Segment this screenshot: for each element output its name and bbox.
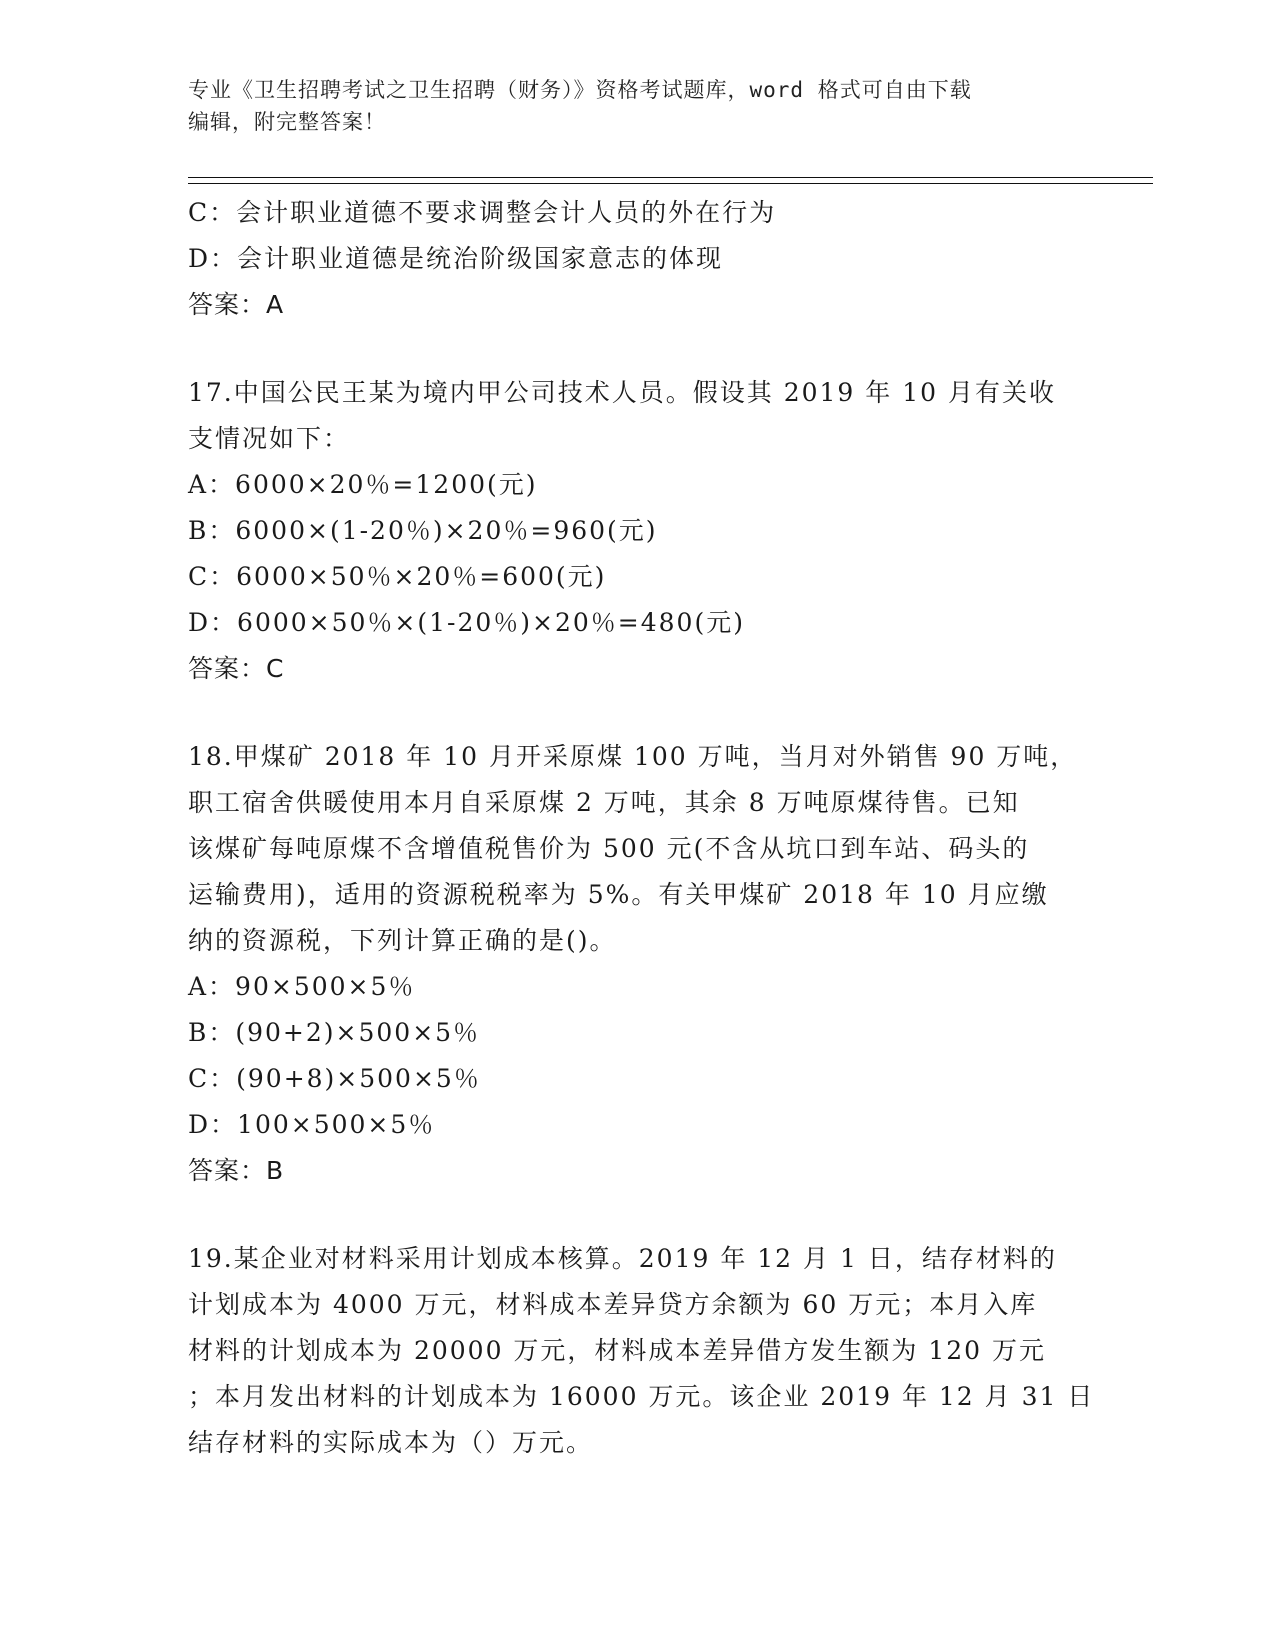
answer-line: 答案：A: [188, 290, 285, 319]
question-stem-line: 运输费用)，适用的资源税税率为 5%。有关甲煤矿 2018 年 10 月应缴: [188, 880, 1049, 909]
question-stem-line: 支情况如下：: [188, 424, 351, 453]
option-c: C：6000×50％×20％=600(元): [188, 562, 607, 591]
question-stem-line: 材料的计划成本为 20000 万元，材料成本差异借方发生额为 120 万元: [188, 1336, 1047, 1365]
option-c: C：会计职业道德不要求调整会计人员的外在行为: [188, 198, 777, 227]
question-stem-line: 17.中国公民王某为境内甲公司技术人员。假设其 2019 年 10 月有关收: [188, 378, 1056, 407]
question-17: [188, 370, 1088, 692]
question-16-tail: [188, 190, 1088, 328]
option-d: D：会计职业道德是统治阶级国家意志的体现: [188, 244, 724, 273]
question-stem-line: 18.甲煤矿 2018 年 10 月开采原煤 100 万吨，当月对外销售 90 万吨，: [188, 742, 1078, 771]
option-c: C：(90+8)×500×5％: [188, 1064, 481, 1093]
option-d: D：100×500×5％: [188, 1110, 436, 1139]
question-stem-line: 计划成本为 4000 万元，材料成本差异贷方余额为 60 万元；本月入库: [188, 1290, 1038, 1319]
question-stem-line: 结存材料的实际成本为（）万元。: [188, 1428, 594, 1457]
spacer: [188, 692, 1088, 734]
option-b: B：(90+2)×500×5％: [188, 1018, 481, 1047]
answer-line: 答案：B: [188, 1156, 285, 1185]
question-19: [188, 1236, 1095, 1466]
page-header: [188, 74, 1088, 138]
question-stem-line: 纳的资源税，下列计算正确的是()。: [188, 926, 617, 955]
option-a: A：90×500×5％: [188, 972, 416, 1001]
answer-line: 答案：C: [188, 654, 285, 683]
option-a: A：6000×20％=1200(元): [188, 470, 538, 499]
question-content: [188, 190, 1095, 1466]
question-stem-line: ；本月发出材料的计划成本为 16000 万元。该企业 2019 年 12 月 31 日: [188, 1382, 1095, 1411]
option-b: B：6000×(1-20％)×20％=960(元): [188, 516, 658, 545]
spacer: [188, 328, 1088, 370]
option-d: D：6000×50％×(1-20％)×20％=480(元): [188, 608, 745, 637]
header-rule-bottom: [188, 183, 1153, 184]
question-stem-line: 该煤矿每吨原煤不含增值税售价为 500 元(不含从坑口到车站、码头的: [188, 834, 1030, 863]
question-stem-line: 职工宿舍供暖使用本月自采原煤 2 万吨，其余 8 万吨原煤待售。已知: [188, 788, 1020, 817]
header-rule-top: [188, 177, 1153, 178]
spacer: [188, 1194, 1088, 1236]
header-line-1: 专业《卫生招聘考试之卫生招聘（财务）》资格考试题库，word 格式可自由下载: [188, 78, 972, 102]
header-line-2: 编辑，附完整答案！: [188, 110, 386, 134]
question-stem-line: 19.某企业对材料采用计划成本核算。2019 年 12 月 1 日，结存材料的: [188, 1244, 1057, 1273]
question-18: [188, 734, 1088, 1194]
